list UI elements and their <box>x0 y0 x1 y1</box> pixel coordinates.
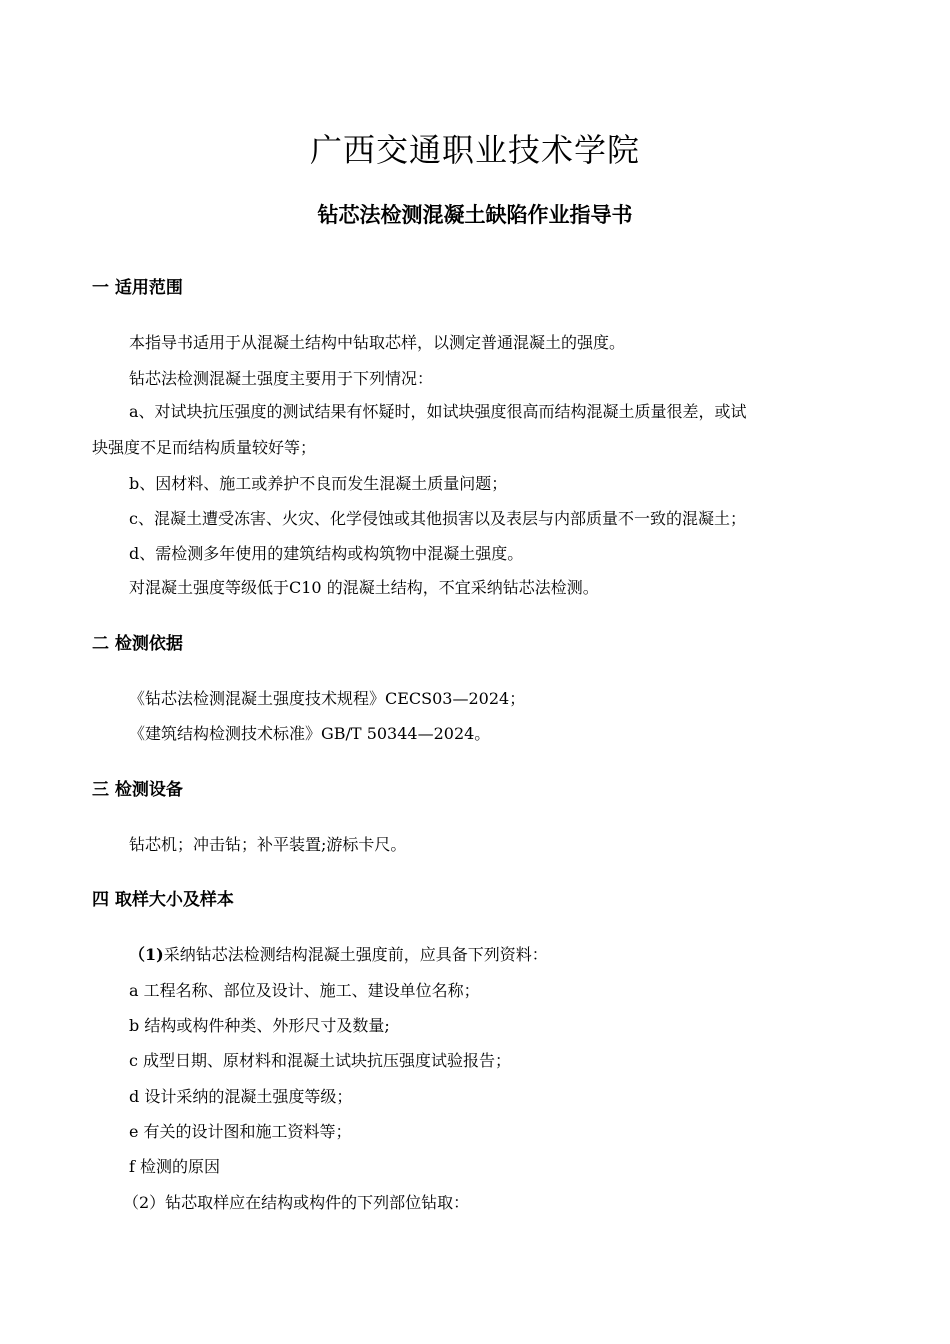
sampling-item-e: e 有关的设计图和施工资料等； <box>129 1122 352 1141</box>
scope-paragraph-3: 对混凝土强度等级低于C10 的混凝土结构，不宜采纳钻芯法检测。 <box>129 578 599 597</box>
sampling-paragraph-1 <box>129 943 548 967</box>
sampling-paragraph-1-text: 采纳钻芯法检测结构混凝土强度前，应具备下列资料： <box>163 945 548 964</box>
section-heading-basis: 二 检测依据 <box>92 634 183 654</box>
scope-item-d: d、需检测多年使用的建筑结构或构筑物中混凝土强度。 <box>129 544 524 563</box>
scope-item-c: c、混凝土遭受冻害、火灾、化学侵蚀或其他损害以及表层与内部质量不一致的混凝土； <box>129 509 746 528</box>
sampling-paragraph-2: （2）钻芯取样应在结构或构件的下列部位钻取： <box>123 1193 470 1212</box>
scope-item-a-line-1: a、对试块抗压强度的测试结果有怀疑时，如试块强度很高而结构混凝土质量很差，或试 <box>129 402 747 421</box>
sampling-item-f: f 检测的原因 <box>129 1157 221 1176</box>
basis-reference-1: 《钻芯法检测混凝土强度技术规程》CECS03—2024； <box>129 689 526 708</box>
scope-paragraph-2: 钻芯法检测混凝土强度主要用于下列情况： <box>129 369 434 388</box>
sampling-item-a: a 工程名称、部位及设计、施工、建设单位名称； <box>129 981 480 1000</box>
scope-item-b: b、因材料、施工或养护不良而发生混凝土质量问题； <box>129 474 508 493</box>
sampling-item-b: b 结构或构件种类、外形尺寸及数量; <box>129 1016 390 1035</box>
document-subtitle: 钻芯法检测混凝土缺陷作业指导书 <box>317 203 633 227</box>
section-heading-equipment: 三 检测设备 <box>92 780 183 800</box>
scope-paragraph-1: 本指导书适用于从混凝土结构中钻取芯样，以测定普通混凝土的强度。 <box>129 333 626 352</box>
sampling-item-c: c 成型日期、原材料和混凝土试块抗压强度试验报告； <box>129 1051 512 1070</box>
sampling-item-d: d 设计采纳的混凝土强度等级； <box>129 1087 353 1106</box>
basis-reference-2: 《建筑结构检测技术标准》GB/T 50344—2024。 <box>129 724 491 743</box>
section-heading-scope: 一 适用范围 <box>92 278 183 298</box>
scope-item-a-line-2: 块强度不足而结构质量较好等； <box>92 438 317 457</box>
sampling-paragraph-1-number: （1) <box>129 945 164 964</box>
equipment-list: 钻芯机；冲击钻；补平装置;游标卡尺。 <box>129 835 407 854</box>
section-heading-sampling: 四 取样大小及样本 <box>92 890 234 910</box>
document-title: 广西交通职业技术学院 <box>309 131 640 169</box>
